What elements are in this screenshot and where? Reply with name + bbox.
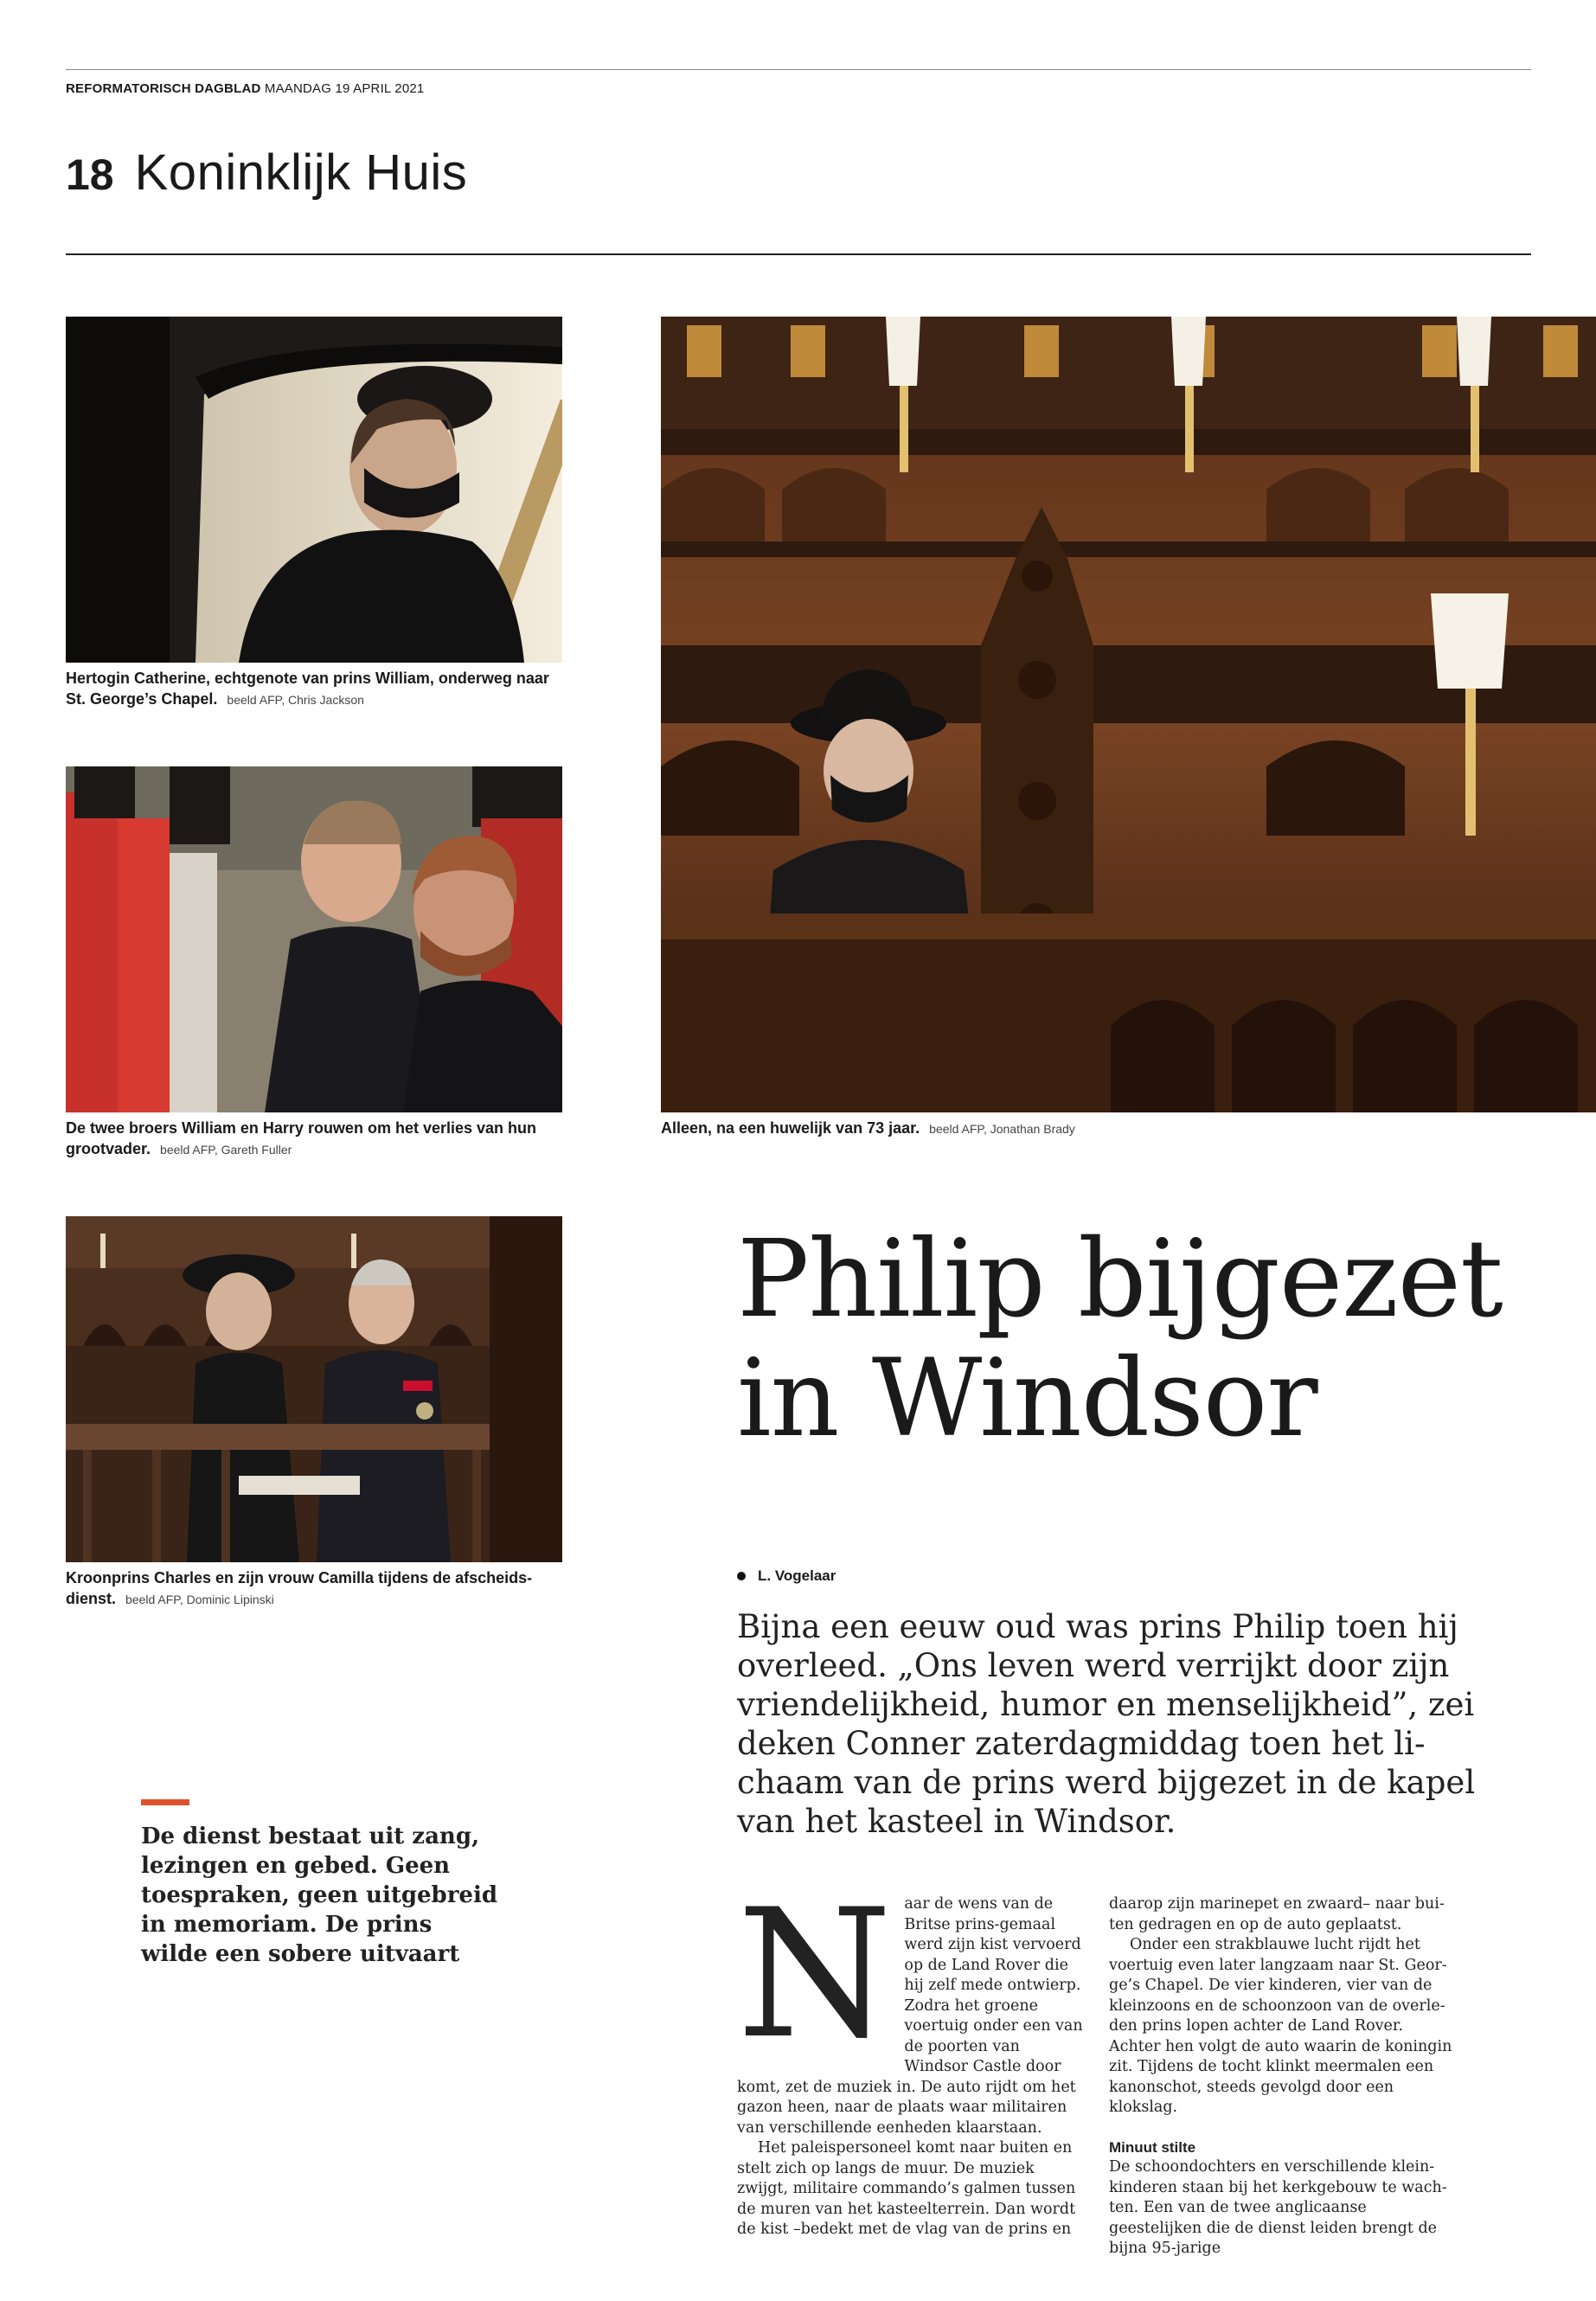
pullquote-accent-bar [141, 1799, 189, 1805]
paragraph: De schoondochters en verschillende kleinkinderen staan bij het kerkgebouw te wachten. Een van de twee anglicaanse geestelijken die de dienst leiden brengt de bijna 95-jarige [1109, 2158, 1447, 2257]
caption-text: Kroonprins Charles en zijn vrouw Camilla tijdens de afscheidsdienst. [66, 1569, 533, 1607]
headline-line-1: Philip bijgezet [737, 1217, 1503, 1342]
section-header [66, 144, 467, 202]
article-column-1 [737, 1872, 1085, 2240]
photo-charles-camilla [66, 1216, 562, 1562]
masthead [66, 81, 424, 96]
page-number: 18 [66, 151, 114, 199]
paragraph: Het paleispersoneel komt naar buiten en stelt zich op langs de muur. De muziek zwijgt, militaire commando’s galmen tussen de muren van het kasteelterrein. Dan wordt de kist –bedekt met de vlag van de prins en [737, 2139, 1076, 2238]
issue-date: MAANDAG 19 APRIL 2021 [264, 81, 425, 96]
photo-queen [661, 317, 1596, 1112]
byline-bullet-icon [737, 1572, 746, 1580]
photo-credit: beeld AFP, Chris Jackson [227, 693, 364, 707]
paragraph: Onder een strakblauwe lucht rijdt het voertuig even later langzaam naar St. George’s Chapel. De vier kinderen, vier van de kleinzoons en de schoonzoon van de overleden prins lopen achter de Land Rover. Achter hen volgt de auto waarin de koningin zit. Tijdens de tocht klinkt meermalen een kanonschot, steeds gevolgd door een klokslag. [1109, 1936, 1452, 2116]
caption-text: Alleen, na een huwelijk van 73 jaar. [661, 1119, 920, 1137]
article-subhead: Minuut stilte [1109, 2138, 1196, 2156]
photo-queen-image [661, 317, 1596, 1112]
photo-william-harry-caption [66, 1118, 567, 1160]
photo-credit: beeld AFP, Dominic Lipinski [125, 1593, 274, 1606]
photo-credit: beeld AFP, Jonathan Brady [929, 1122, 1075, 1136]
newspaper-name: REFORMATORISCH DAGBLAD [66, 81, 261, 96]
byline [737, 1567, 836, 1585]
caption-text: Hertogin Catherine, echtgenote van prins William, onderweg naar St. George’s Chapel. [66, 670, 549, 708]
pullquote: De dienst bestaat uit zang, lezingen en gebed. Geen toespraken, geen uitgebreid in memoriam. De prins wilde een sobere uitvaart [141, 1823, 498, 1967]
paragraph: aar de wens van de Britse prins-gemaal werd zijn kist vervoerd op de Land Rover die hij zelf mede ontwierp. Zodra het groene voertuig onder een van de poorten van Windsor Castle door komt, zet de muziek in. De auto rijdt om het gazon heen, naar de plaats waar militairen van verschillende eenheden klaarstaan. [737, 1895, 1083, 2137]
author-name: L. Vogelaar [758, 1567, 836, 1584]
section-rule [66, 253, 1531, 255]
article-headline [737, 1217, 1516, 1461]
article-column-2 [1109, 1894, 1457, 2259]
photo-catherine-image [66, 317, 562, 663]
photo-william-harry [66, 766, 562, 1112]
photo-william-harry-image [66, 766, 562, 1112]
photo-catherine [66, 317, 562, 663]
photo-charles-camilla-image [66, 1216, 562, 1562]
article-intro: Bijna een eeuw oud was prins Philip toen hij overleed. „Ons leven werd verrijkt door zijn vriendelijkheid, humor en menselijkheid”, zei deken Conner zaterdagmiddag toen het lichaam van de prins werd bijgezet in de kapel van het kasteel in Windsor. [737, 1608, 1476, 1840]
headline-line-2: in Windsor [737, 1336, 1317, 1461]
photo-charles-camilla-caption [66, 1567, 567, 1610]
photo-credit: beeld AFP, Gareth Fuller [160, 1143, 292, 1157]
photo-catherine-caption [66, 668, 567, 710]
paragraph: daarop zijn marinepet en zwaard– naar buiten gedragen en op de auto geplaatst. [1109, 1895, 1445, 1933]
dropcap: N [737, 1872, 893, 2078]
caption-text: De twee broers William en Harry rouwen om het verlies van hun grootvader. [66, 1119, 536, 1157]
masthead-rule [66, 69, 1531, 70]
section-title: Koninklijk Huis [134, 144, 468, 201]
photo-queen-caption [661, 1118, 1526, 1139]
